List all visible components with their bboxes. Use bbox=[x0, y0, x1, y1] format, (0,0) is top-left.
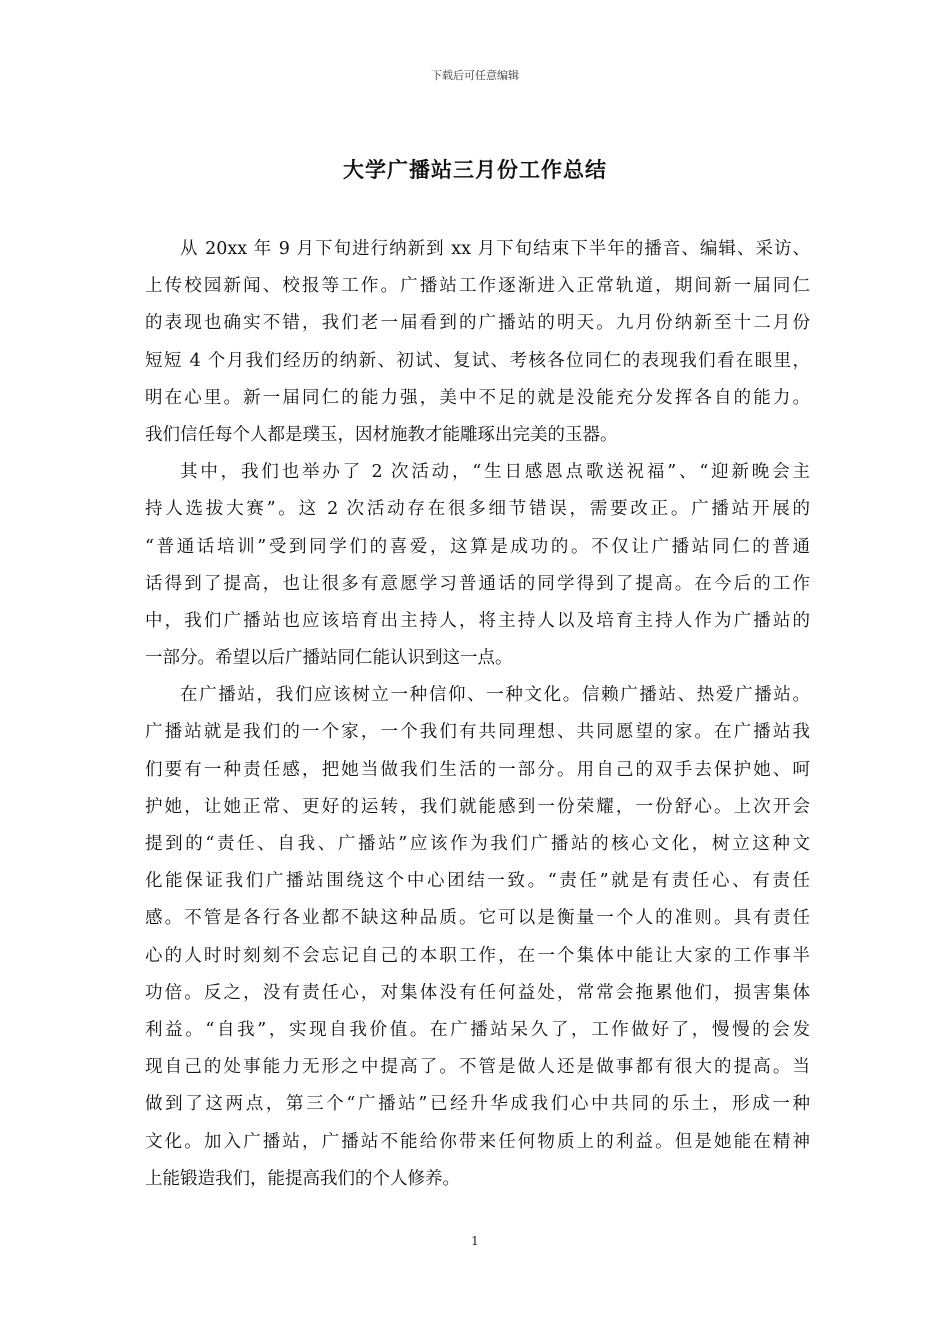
paragraph-1-line-2: 上传校园新闻、校报等工作。广播站工作逐渐进入正常轨道，期间新一届同仁 bbox=[145, 276, 810, 297]
paragraph-3-line-12: 做到了这两点，第三个“广播站”已经升华成我们心中共同的乐土，形成一种 bbox=[145, 1094, 810, 1115]
paragraph-1-line-1: 从 20xx 年 9 月下旬进行纳新到 xx 月下旬结束下半年的播音、编辑、采访、 bbox=[180, 239, 810, 259]
paragraph-3-line-2: 广播站就是我们的一个家，一个我们有共同理想、共同愿望的家。在广播站我 bbox=[145, 722, 810, 743]
paragraph-1-line-5: 明在心里。新一届同仁的能力强，美中不足的就是没能充分发挥各自的能力。 bbox=[145, 387, 810, 408]
paragraph-3-line-7: 感。不管是各行各业都不缺这种品质。它可以是衡量一个人的准则。具有责任 bbox=[145, 908, 810, 929]
paragraph-3-line-5: 提到的“责任、自我、广播站”应该作为我们广播站的核心文化，树立这种文 bbox=[145, 834, 810, 854]
document-body bbox=[145, 231, 810, 1198]
paragraph-2-line-5: 中，我们广播站也应该培育出主持人，将主持人以及培育主持人作为广播站的 bbox=[145, 610, 810, 631]
paragraph-2-line-6: 一部分。希望以后广播站同仁能认识到这一点。 bbox=[145, 648, 513, 669]
paragraph-3-line-8: 心的人时时刻刻不会忘记自己的本职工作，在一个集体中能让大家的工作事半 bbox=[145, 945, 810, 966]
paragraph-1-line-4: 短短 4 个月我们经历的纳新、初试、复试、考核各位同仁的表现我们看在眼里， bbox=[145, 350, 810, 371]
paragraph-1-line-3: 的表现也确实不错，我们老一届看到的广播站的明天。九月份纳新至十二月份 bbox=[145, 313, 810, 334]
paragraph-3-line-14: 上能锻造我们，能提高我们的个人修养。 bbox=[145, 1168, 460, 1189]
page-number: 1 bbox=[471, 1234, 479, 1248]
paragraph-2-line-4: 话得到了提高，也让很多有意愿学习普通话的同学得到了提高。在今后的工作 bbox=[145, 573, 810, 594]
paragraph-1-line-6: 我们信任每个人都是璞玉，因材施教才能雕琢出完美的玉器。 bbox=[145, 424, 618, 445]
paragraph-3-line-11: 现自己的处事能力无形之中提高了。不管是做人还是做事都有很大的提高。当 bbox=[145, 1057, 810, 1078]
paragraph-2-line-2: 持人选拔大赛”。这 2 次活动存在很多细节错误，需要改正。广播站开展的 bbox=[145, 499, 810, 520]
paragraph-2-line-3: “普通话培训”受到同学们的喜爱，这算是成功的。不仅让广播站同仁的普通 bbox=[145, 536, 810, 557]
document-title: 大学广播站三月份工作总结 bbox=[343, 158, 607, 182]
paragraph-3-line-6: 化能保证我们广播站围绕这个中心团结一致。“责任”就是有责任心、有责任 bbox=[145, 871, 810, 892]
header-note: 下载后可任意编辑 bbox=[431, 69, 519, 82]
paragraph-3-line-10: 利益。“自我”，实现自我价值。在广播站呆久了，工作做好了，慢慢的会发 bbox=[145, 1019, 810, 1040]
paragraph-3-line-3: 们要有一种责任感，把她当做我们生活的一部分。用自己的双手去保护她、呵 bbox=[145, 759, 810, 780]
paragraph-3-line-13: 文化。加入广播站，广播站不能给你带来任何物质上的利益。但是她能在精神 bbox=[145, 1131, 810, 1152]
paragraph-3-line-4: 护她，让她正常、更好的运转，我们就能感到一份荣耀，一份舒心。上次开会 bbox=[145, 796, 810, 817]
paragraph-3-line-1: 在广播站，我们应该树立一种信仰、一种文化。信赖广播站、热爱广播站。 bbox=[180, 685, 810, 706]
paragraph-3-line-9: 功倍。反之，没有责任心，对集体没有任何益处，常常会拖累他们，损害集体 bbox=[145, 982, 810, 1003]
paragraph-2-line-1: 其中，我们也举办了 2 次活动，“生日感恩点歌送祝福”、“迎新晚会主 bbox=[180, 462, 810, 483]
